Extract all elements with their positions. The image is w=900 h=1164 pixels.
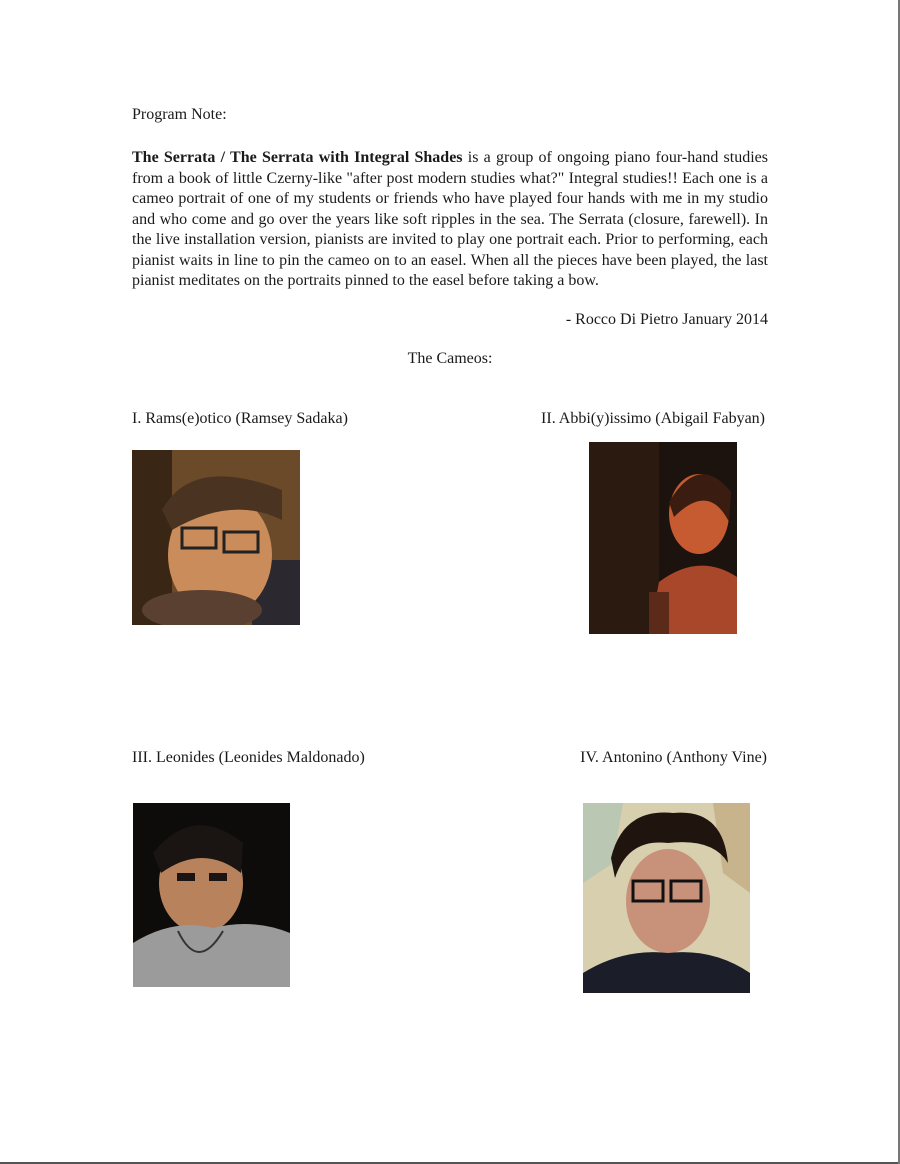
cameos-title: The Cameos: [407,350,493,367]
cameo-portrait-4 [583,803,750,993]
cameo-caption-3: III. Leonides (Leonides Maldonado) [132,749,365,766]
cameo-caption-2: II. Abbi(y)issimo (Abigail Fabyan) [541,410,765,427]
program-note-text: is a group of ongoing piano four-hand studies from a book of little Czerny-like "after post modern studies what?" Integral studies!! Each one is a cameo portrait of one of my students or friends who have played four hands with me in my studio and who come and go over the years like soft ripples in the sea. The Serrata (closure, farewell). In the live installation version, pianists are invited to play one portrait each. Prior to performing, each pianist waits in line to pin the cameo on to an easel. When all the pieces have been played, the last pianist meditates on the portraits pinned to the easel before taking a bow. [132,149,768,289]
program-note-body [132,148,768,292]
program-note-title: The Serrata / The Serrata with Integral Shades [132,149,463,166]
cameo-portrait-1 [132,450,300,625]
cameo-caption-1: I. Rams(e)otico (Ramsey Sadaka) [132,410,348,427]
cameo-caption-4: IV. Antonino (Anthony Vine) [580,749,767,766]
cameo-portrait-3 [133,803,290,987]
cameo-portrait-2 [589,442,737,634]
program-note-heading: Program Note: [132,106,227,123]
program-note-signature: - Rocco Di Pietro January 2014 [565,311,768,328]
